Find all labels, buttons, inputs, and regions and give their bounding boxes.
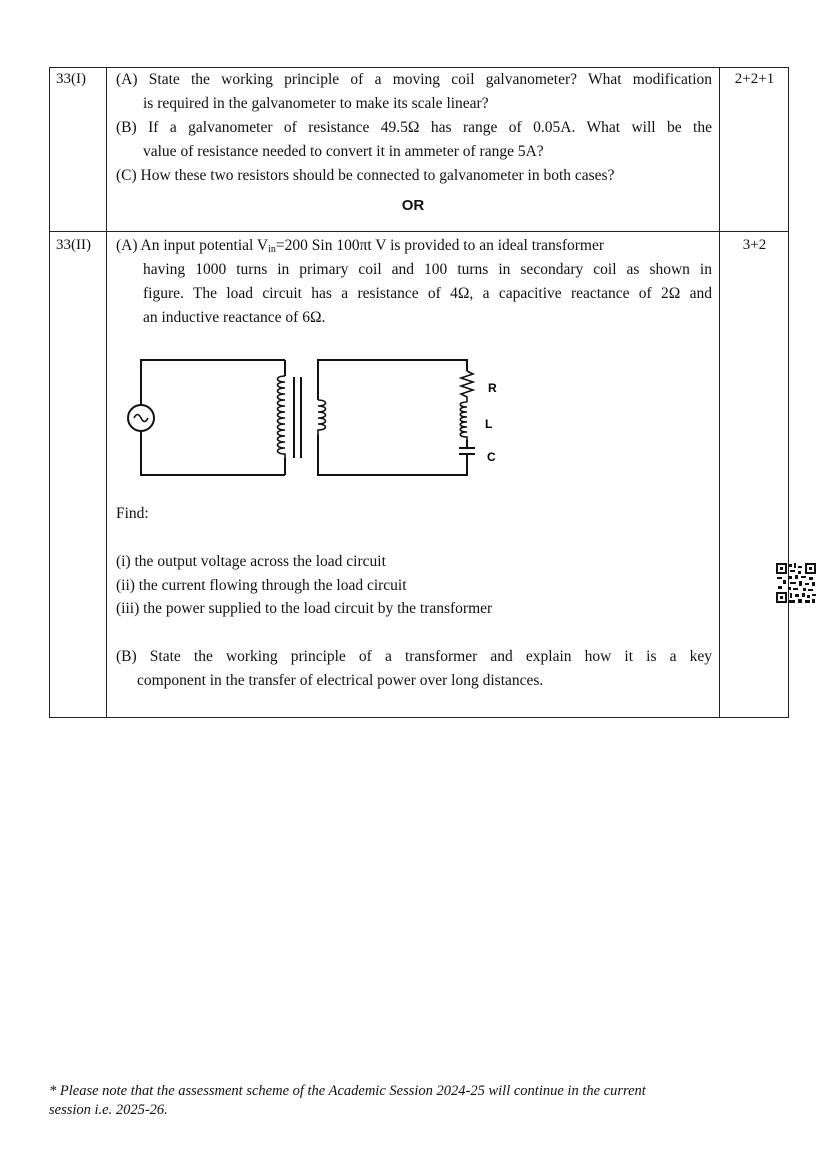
resistor-icon	[461, 371, 473, 402]
secondary-coil-icon	[318, 400, 326, 435]
or-separator: OR	[401, 197, 425, 214]
question-number: 33(I)	[56, 71, 86, 87]
question-text-line: value of resistance needed to convert it in ammeter of range 5A?	[143, 143, 544, 160]
footer-line: * Please note that the assessment scheme of the Academic Session 2024-25 will continue in the current	[49, 1083, 646, 1099]
question-text-line: (B) If a galvanometer of resistance 49.5Ω has range of 0.05A. What will be the	[116, 119, 712, 136]
find-item: (i) the output voltage across the load circuit	[116, 553, 386, 570]
primary-coil-icon	[278, 376, 286, 458]
inductor-label: L	[485, 417, 493, 431]
question-number: 33(II)	[56, 237, 91, 253]
marks-allocation: 2+2+1	[734, 71, 775, 87]
question-text-line: figure. The load circuit has a resistance of 4Ω, a capacitive reactance of 2Ω and	[143, 285, 712, 302]
transformer-circuit-diagram	[0, 0, 827, 500]
question-text-line: is required in the galvanometer to make its scale linear?	[143, 95, 489, 112]
table-border-bottom	[49, 717, 789, 718]
marks-allocation: 3+2	[742, 237, 767, 253]
resistor-label: R	[488, 381, 497, 395]
capacitor-label: C	[487, 450, 496, 464]
secondary-wire	[318, 435, 467, 475]
find-item: (iii) the power supplied to the load circuit by the transformer	[116, 600, 493, 617]
assessment-note	[49, 1082, 769, 1120]
find-item: (ii) the current flowing through the load circuit	[116, 577, 407, 594]
question-text-line: (A) State the working principle of a moving coil galvanometer? What modification	[116, 71, 712, 88]
question-text-line: (C) How these two resistors should be connected to galvanometer in both cases?	[116, 167, 615, 184]
find-label: Find:	[116, 505, 149, 522]
inductor-icon	[460, 402, 467, 441]
question-text-line: component in the transfer of electrical power over long distances.	[137, 672, 544, 689]
question-text-line: an inductive reactance of 6Ω.	[143, 309, 326, 326]
qr-code-icon	[776, 563, 816, 603]
secondary-wire	[318, 360, 467, 400]
footer-line: session i.e. 2025-26.	[49, 1102, 168, 1118]
question-text-line: (B) State the working principle of a transformer and explain how it is a key	[116, 648, 712, 665]
question-text-line: having 1000 turns in primary coil and 100 turns in secondary coil as shown in	[143, 261, 712, 278]
question-text-fragment: (A) An input potential $V_{in}=200$ Sin 100πt V is provided to an ideal transformer	[116, 237, 605, 255]
primary-wire	[141, 360, 285, 475]
